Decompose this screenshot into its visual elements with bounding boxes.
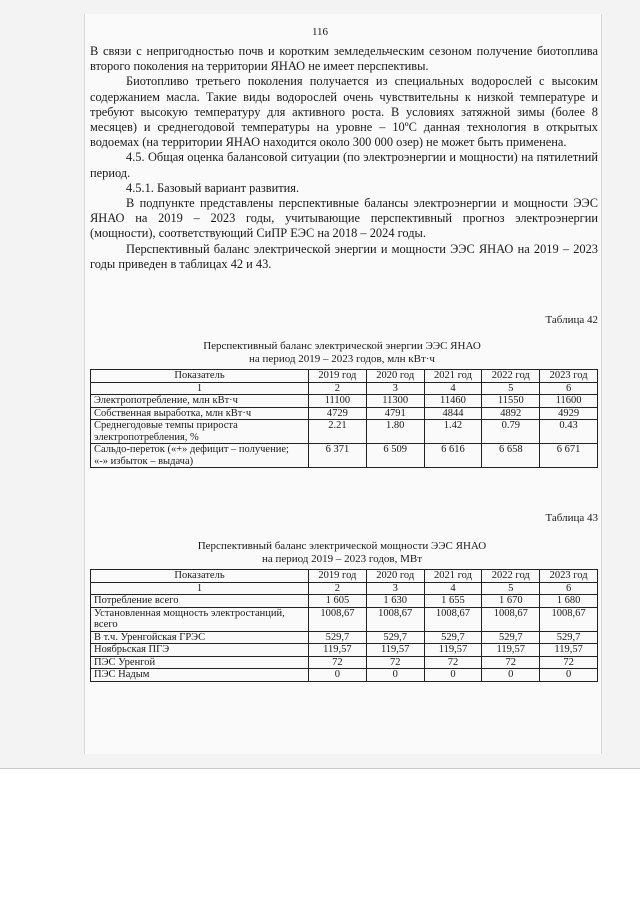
value-cell: 1 670 bbox=[482, 595, 540, 608]
column-index-row bbox=[91, 382, 598, 395]
value-cell: 0 bbox=[424, 669, 482, 682]
value-cell: 72 bbox=[482, 656, 540, 669]
value-cell: 6 509 bbox=[366, 444, 424, 468]
index-cell: 6 bbox=[540, 582, 598, 595]
value-cell: 11600 bbox=[540, 395, 598, 408]
row-label: ПЭС Надым bbox=[91, 669, 309, 682]
table-header-row bbox=[91, 370, 598, 383]
table-row bbox=[91, 395, 598, 408]
index-cell: 2 bbox=[309, 582, 367, 595]
header-cell: Показатель bbox=[91, 370, 309, 383]
row-label: Сальдо-переток («+» дефицит – получение; «-» избыток – выдача) bbox=[91, 444, 309, 468]
index-cell: 3 bbox=[366, 582, 424, 595]
section-heading: 4.5. Общая оценка балансовой ситуации (по электроэнергии и мощности) на пятилетний период. bbox=[90, 150, 598, 180]
table-row bbox=[91, 595, 598, 608]
value-cell: 529,7 bbox=[424, 631, 482, 644]
table-row bbox=[91, 669, 598, 682]
paragraph: Биотопливо третьего поколения получается из специальных водорослей с высоким содержанием масла. Такие виды водорослей очень чувствительны к низкой температуре и требуют высокую температуру для активного роста. В условиях затяжной зимы (более 8 месяцев) и среднегодовой температуры на уровне – 10ºС данная технология в открытых водоемах (на территории ЯНАО находится около 300 000 озер) не может быть применена. bbox=[90, 74, 598, 150]
value-cell: 1 680 bbox=[540, 595, 598, 608]
value-cell: 72 bbox=[309, 656, 367, 669]
table-43 bbox=[90, 569, 598, 682]
value-cell: 119,57 bbox=[482, 644, 540, 657]
header-cell: 2021 год bbox=[424, 370, 482, 383]
value-cell: 1.42 bbox=[424, 420, 482, 444]
value-cell: 6 616 bbox=[424, 444, 482, 468]
value-cell: 0.43 bbox=[540, 420, 598, 444]
value-cell: 119,57 bbox=[540, 644, 598, 657]
index-cell: 4 bbox=[424, 582, 482, 595]
page-number: 116 bbox=[311, 26, 329, 38]
table-row bbox=[91, 607, 598, 631]
value-cell: 0 bbox=[309, 669, 367, 682]
index-cell: 2 bbox=[309, 382, 367, 395]
row-label: Установленная мощность электростанций, всего bbox=[91, 607, 309, 631]
table-43-label: Таблица 43 bbox=[545, 512, 598, 524]
index-cell: 4 bbox=[424, 382, 482, 395]
value-cell: 529,7 bbox=[366, 631, 424, 644]
value-cell: 4844 bbox=[424, 407, 482, 420]
table-row bbox=[91, 444, 598, 468]
value-cell: 529,7 bbox=[309, 631, 367, 644]
value-cell: 1 605 bbox=[309, 595, 367, 608]
header-cell: 2020 год bbox=[366, 570, 424, 583]
value-cell: 11100 bbox=[309, 395, 367, 408]
table-row bbox=[91, 407, 598, 420]
value-cell: 4892 bbox=[482, 407, 540, 420]
subsection-heading: 4.5.1. Базовый вариант развития. bbox=[126, 180, 300, 195]
column-index-row bbox=[91, 582, 598, 595]
value-cell: 1.80 bbox=[366, 420, 424, 444]
paragraph: Перспективный баланс электрической энергии и мощности ЭЭС ЯНАО на 2019 – 2023 годы приведен в таблицах 42 и 43. bbox=[90, 241, 598, 271]
value-cell: 11550 bbox=[482, 395, 540, 408]
body-text bbox=[90, 44, 598, 272]
value-cell: 0 bbox=[540, 669, 598, 682]
header-cell: 2022 год bbox=[482, 570, 540, 583]
index-cell: 3 bbox=[366, 382, 424, 395]
table-42-caption-line1: Перспективный баланс электрической энергии ЭЭС ЯНАО bbox=[203, 340, 481, 352]
value-cell: 72 bbox=[366, 656, 424, 669]
table-42-caption bbox=[88, 340, 596, 366]
table-43-caption-line1: Перспективный баланс электрической мощности ЭЭС ЯНАО bbox=[197, 540, 487, 552]
table-43-caption bbox=[88, 540, 596, 566]
value-cell: 529,7 bbox=[482, 631, 540, 644]
table-42 bbox=[90, 369, 598, 468]
value-cell: 1008,67 bbox=[540, 607, 598, 631]
header-cell: 2019 год bbox=[309, 370, 367, 383]
value-cell: 4929 bbox=[540, 407, 598, 420]
table-43-caption-line2: на период 2019 – 2023 годов, МВт bbox=[261, 553, 423, 565]
value-cell: 6 371 bbox=[309, 444, 367, 468]
row-label: Ноябрьская ПГЭ bbox=[91, 644, 309, 657]
value-cell: 1008,67 bbox=[424, 607, 482, 631]
value-cell: 1008,67 bbox=[482, 607, 540, 631]
value-cell: 4791 bbox=[366, 407, 424, 420]
value-cell: 0 bbox=[366, 669, 424, 682]
index-cell: 5 bbox=[482, 582, 540, 595]
value-cell: 11300 bbox=[366, 395, 424, 408]
header-cell: 2020 год bbox=[366, 370, 424, 383]
table-row bbox=[91, 631, 598, 644]
value-cell: 1008,67 bbox=[309, 607, 367, 631]
header-cell: 2019 год bbox=[309, 570, 367, 583]
row-label: Потребление всего bbox=[91, 595, 309, 608]
table-42-caption-line2: на период 2019 – 2023 годов, млн кВт·ч bbox=[249, 353, 435, 365]
value-cell: 2.21 bbox=[309, 420, 367, 444]
header-cell: Показатель bbox=[91, 570, 309, 583]
value-cell: 119,57 bbox=[309, 644, 367, 657]
row-label: Собственная выработка, млн кВт·ч bbox=[91, 407, 309, 420]
value-cell: 4729 bbox=[309, 407, 367, 420]
index-cell: 1 bbox=[91, 382, 309, 395]
table-row bbox=[91, 644, 598, 657]
table-row bbox=[91, 656, 598, 669]
index-cell: 5 bbox=[482, 382, 540, 395]
value-cell: 72 bbox=[540, 656, 598, 669]
value-cell: 1 630 bbox=[366, 595, 424, 608]
value-cell: 529,7 bbox=[540, 631, 598, 644]
index-cell: 6 bbox=[540, 382, 598, 395]
value-cell: 0.79 bbox=[482, 420, 540, 444]
table-header-row bbox=[91, 570, 598, 583]
value-cell: 1008,67 bbox=[366, 607, 424, 631]
table-42-label: Таблица 42 bbox=[545, 314, 598, 326]
value-cell: 119,57 bbox=[366, 644, 424, 657]
row-label: Электропотребление, млн кВт·ч bbox=[91, 395, 309, 408]
index-cell: 1 bbox=[91, 582, 309, 595]
row-label: В т.ч. Уренгойская ГРЭС bbox=[91, 631, 309, 644]
value-cell: 1 655 bbox=[424, 595, 482, 608]
header-cell: 2023 год bbox=[540, 370, 598, 383]
value-cell: 119,57 bbox=[424, 644, 482, 657]
value-cell: 72 bbox=[424, 656, 482, 669]
value-cell: 6 671 bbox=[540, 444, 598, 468]
row-label: ПЭС Уренгой bbox=[91, 656, 309, 669]
row-label: Среднегодовые темпы прироста электропотребления, % bbox=[91, 420, 309, 444]
value-cell: 0 bbox=[482, 669, 540, 682]
paragraph: В связи с непригодностью почв и коротким земледельческим сезоном получение биотоплива второго поколения на территории ЯНАО не имеет перспективы. bbox=[90, 44, 598, 74]
value-cell: 11460 bbox=[424, 395, 482, 408]
paragraph: В подпункте представлены перспективные балансы электроэнергии и мощности ЭЭС ЯНАО на 2019 – 2023 годы, учитывающие перспективный прогноз электроэнергии (мощности), соответствующий СиПР ЕЭС на 2018 – 2024 годы. bbox=[90, 196, 598, 241]
header-cell: 2021 год bbox=[424, 570, 482, 583]
table-row bbox=[91, 420, 598, 444]
value-cell: 6 658 bbox=[482, 444, 540, 468]
header-cell: 2022 год bbox=[482, 370, 540, 383]
header-cell: 2023 год bbox=[540, 570, 598, 583]
